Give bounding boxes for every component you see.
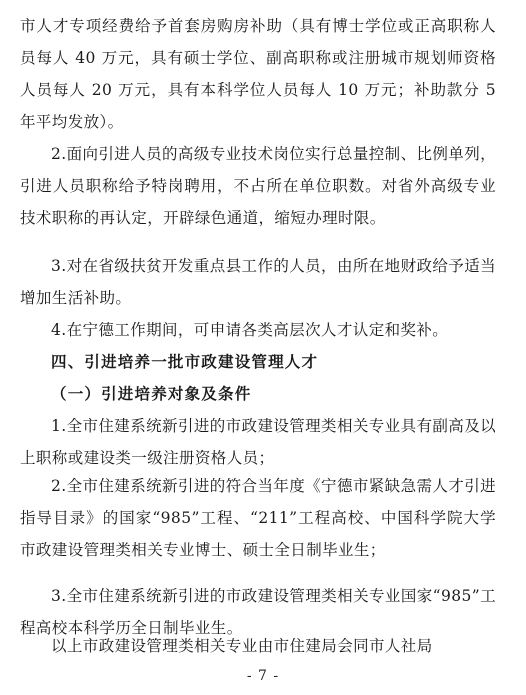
paragraph-item-2: 2.面向引进人员的高级专业技术岗位实行总量控制、比例单列，引进人员职称给予特岗聘用，不占所在单位职数。对省外高级专业技术职称的再认定，开辟绿色通道，缩短办理时限。 xyxy=(20,145,496,227)
paragraph-closing: 以上市政建设管理类相关专业由市住建局会同市人社局 xyxy=(51,637,433,655)
condition-item-3: 3.全市住建系统新引进的市政建设管理类相关专业国家“985”工程高校本科学历全日制毕业生。 xyxy=(20,587,496,637)
page-number: - 7 - xyxy=(246,668,280,684)
paragraph-item-4: 4.在宁德工作期间，可申请各类高层次人才认定和奖补。 xyxy=(51,321,449,339)
paragraph-item-3: 3.对在省级扶贫开发重点县工作的人员，由所在地财政给予适当增加生活补助。 xyxy=(20,257,496,307)
subsection-heading-1: （一）引进培养对象及条件 xyxy=(51,385,252,403)
section-heading-4: 四、引进培养一批市政建设管理人才 xyxy=(51,353,319,371)
paragraph-housing-subsidy: 市人才专项经费给予首套房购房补助（具有博士学位或正高职称人员每人 40 万元，具有硕士学位、副高职称或注册城市规划师资格人员每人 20 万元，具有本科学位人员每人 10 万元；补助款分 5 年平均发放）。 xyxy=(20,17,496,131)
condition-item-1: 1.全市住建系统新引进的市政建设管理类相关专业具有副高及以上职称或建设类一级注册资格人员； xyxy=(20,417,496,467)
condition-item-2: 2.全市住建系统新引进的符合当年度《宁德市紧缺急需人才引进指导目录》的国家“985”工程、“211”工程高校、中国科学院大学市政建设管理类相关专业博士、硕士全日制毕业生； xyxy=(20,477,496,559)
